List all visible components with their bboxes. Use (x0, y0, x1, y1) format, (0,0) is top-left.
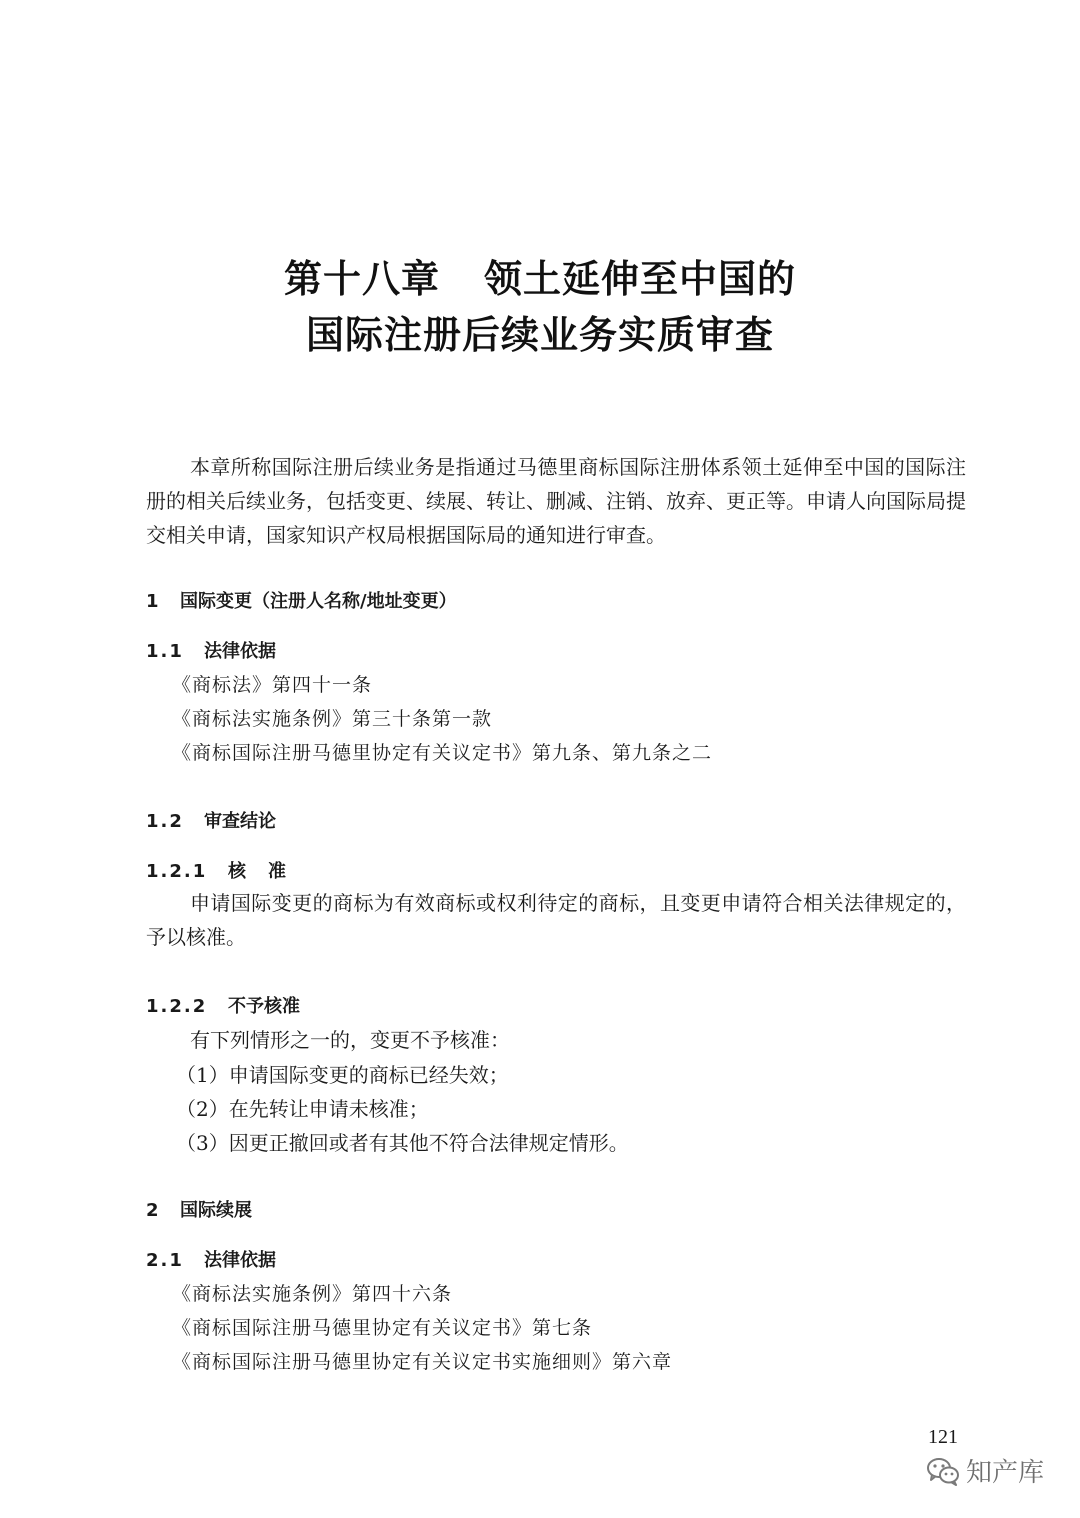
section-heading-1: 1 国际变更（注册人名称/地址变更） (146, 591, 457, 612)
chapter-title-part1: 领土延伸至中国的 (484, 257, 797, 301)
chapter-title-line1 (0, 248, 1080, 303)
legal-ref: 《商标法实施条例》第三十条第一款 (172, 708, 493, 730)
wechat-icon (926, 1456, 960, 1486)
section-heading-1-1: 1.1 法律依据 (146, 641, 276, 662)
chapter-title-line2: 国际注册后续业务实质审查 (305, 313, 774, 357)
section-heading-1-2-2: 1.2.2 不予核准 (146, 996, 300, 1017)
intro-paragraph: 本章所称国际注册后续业务是指通过马德里商标国际注册体系领土延伸至中国的国际注册的相关后续业务，包括变更、续展、转让、删减、注销、放弃、更正等。申请人向国际局提交相关申请，国家知识产权局根据国际局的通知进行审查。 (146, 455, 966, 547)
list-item: （2）在先转让申请未核准； (176, 1097, 429, 1121)
chapter-number: 第十八章 (283, 257, 440, 301)
legal-ref: 《商标国际注册马德里协定有关议定书》第九条、第九条之二 (172, 742, 713, 764)
legal-ref: 《商标国际注册马德里协定有关议定书实施细则》第六章 (172, 1351, 673, 1373)
legal-ref: 《商标国际注册马德里协定有关议定书》第七条 (172, 1317, 593, 1339)
section-heading-2: 2 国际续展 (146, 1200, 252, 1221)
list-item: （1）申请国际变更的商标已经失效； (176, 1063, 509, 1087)
rejection-lead: 有下列情形之一的，变更不予核准： (190, 1028, 510, 1052)
approval-paragraph: 申请国际变更的商标为有效商标或权利待定的商标，且变更申请符合相关法律规定的，予以核准。 (146, 891, 966, 949)
list-item: （3）因更正撤回或者有其他不符合法律规定情形。 (176, 1131, 629, 1155)
legal-ref: 《商标法实施条例》第四十六条 (172, 1283, 453, 1305)
legal-ref: 《商标法》第四十一条 (172, 674, 373, 696)
watermark (926, 1452, 1044, 1489)
watermark-text: 知产库 (966, 1458, 1045, 1488)
section-heading-2-1: 2.1 法律依据 (146, 1250, 276, 1271)
section-heading-1-2: 1.2 审查结论 (146, 811, 276, 832)
page-number: 121 (928, 1426, 958, 1448)
section-heading-1-2-1: 1.2.1 核准 (146, 861, 308, 882)
